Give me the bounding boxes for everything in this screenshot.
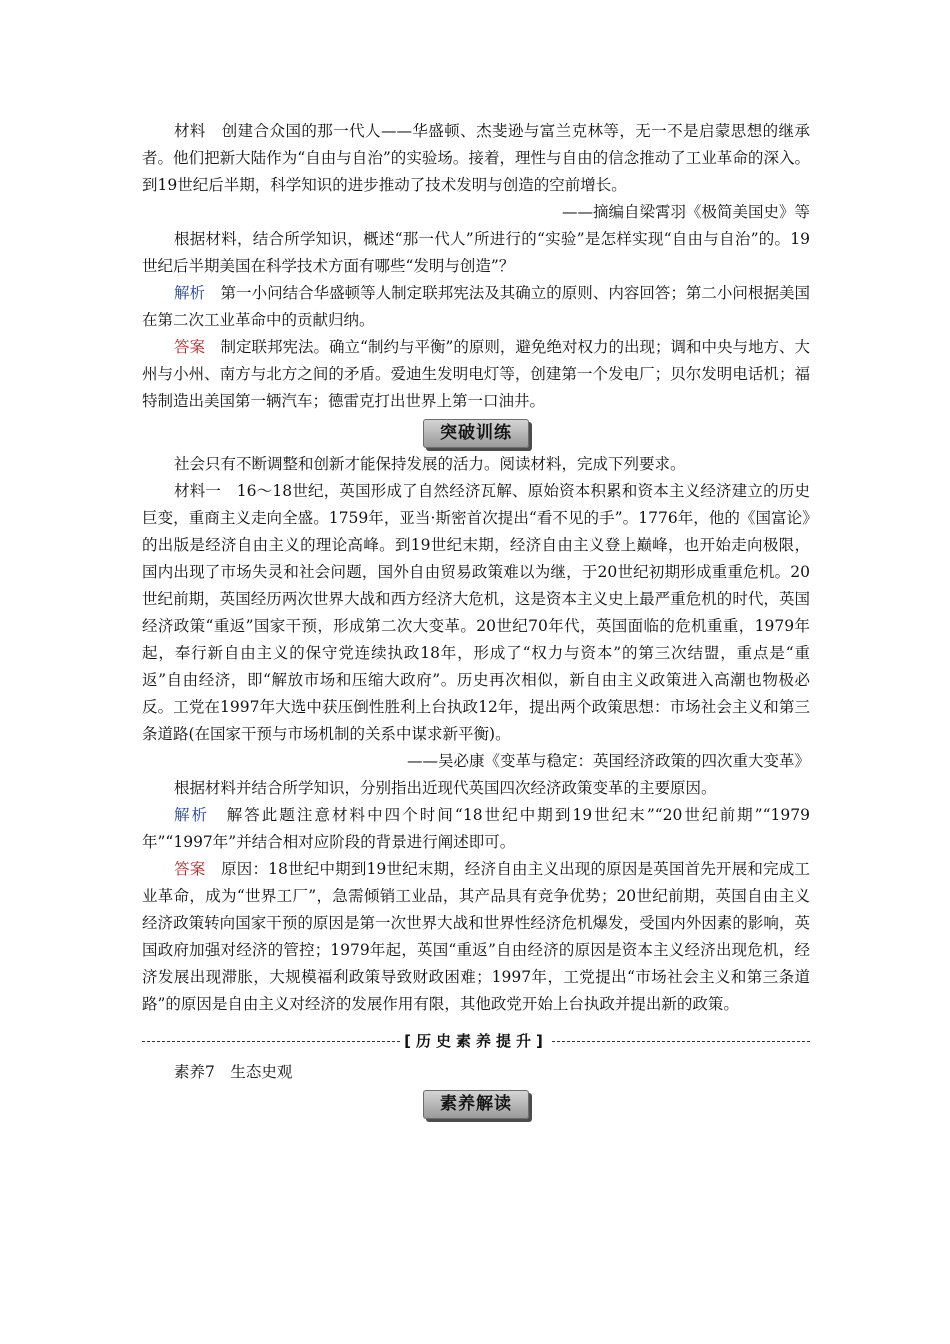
answer-tag: 答案 xyxy=(174,338,206,356)
answer2-paragraph xyxy=(142,856,810,1018)
section-title: [历史素养提升] xyxy=(404,1032,548,1050)
material1-paragraph xyxy=(142,478,810,748)
document-page xyxy=(142,118,810,1122)
answer-text: 制定联邦宪法。确立“制约与平衡”的原则，避免绝对权力的出现；调和中央与地方、大州与小州、南方与北方之间的矛盾。爱迪生发明电灯等，创建第一个发电厂；贝尔发明电话机；福特制造出美国第一辆汽车；德雷克打出世界上第一口油井。 xyxy=(142,338,810,410)
literacy-heading: 素养7 生态史观 xyxy=(174,1063,293,1081)
analysis-tag: 解析 xyxy=(174,284,206,302)
material1-text: 16～18世纪，英国形成了自然经济瓦解、原始资本积累和资本主义经济建立的历史巨变，重商主义走向全盛。1759年，亚当·斯密首次提出“看不见的手”。1776年，他的《国富论》的出版是经济自由主义的理论高峰。到19世纪末期，经济自由主义登上巅峰，也开始走向极限，国内出现了市场失灵和社会问题，国外自由贸易政策难以为继，于20世纪初期形成重重危机。20世纪前期，英国经历两次世界大战和西方经济大危机，这是资本主义史上最严重危机的时代，英国经济政策“重返”国家干预，形成第二次大变革。20世纪70年代，英国面临的危机重重，1979年起，奉行新自由主义的保守党连续执政18年，形成了“权力与资本”的第三次结盟，重点是“重返”自由经济，即“解放市场和压缩大政府”。历史再次相似，新自由主义政策进入高潮也物极必反。工党在1997年大选中获压倒性胜利上台执政12年，提出两个政策思想：市场社会主义和第三条道路(在国家干预与市场机制的关系中谋求新平衡)。 xyxy=(142,482,810,743)
question2-paragraph: 根据材料并结合所学知识，分别指出近现代英国四次经济政策变革的主要原因。 xyxy=(174,779,717,797)
analysis-text: 第一小问结合华盛顿等人制定联邦宪法及其确立的原则、内容回答；第二小问根据美国在第二次工业革命中的贡献归纳。 xyxy=(142,284,810,329)
divider-line-right xyxy=(552,1041,810,1042)
answer2-tag: 答案 xyxy=(174,860,206,878)
answer-paragraph xyxy=(142,334,810,415)
material-tag: 材料 xyxy=(174,122,206,140)
material1-source: ——吴必康《变革与稳定：英国经济政策的四次重大变革》 xyxy=(406,752,810,770)
answer2-text: 原因：18世纪中期到19世纪末期，经济自由主义出现的原因是英国首先开展和完成工业革命，成为“世界工厂”，急需倾销工业品，其产品具有竞争优势；20世纪前期，英国自由主义经济政策转向国家干预的原因是第一次世界大战和世界性经济危机爆发，受国内外因素的影响，英国政府加强对经济的管控；1979年起，英国“重返”自由经济的原因是资本主义经济出现危机，经济发展出现滞胀，大规模福利政策导致财政困难；1997年，工党提出“市场社会主义和第三条道路”的原因是自由主义对经济的发展作用有限，其他政党开始上台执政并提出新的政策。 xyxy=(142,860,810,1013)
analysis2-paragraph xyxy=(142,802,810,856)
section-divider xyxy=(142,1028,810,1055)
banner-label: 突破训练 xyxy=(423,419,529,448)
intro-paragraph: 社会只有不断调整和创新才能保持发展的活力。阅读材料，完成下列要求。 xyxy=(174,455,686,473)
material1-tag: 材料一 xyxy=(174,482,222,500)
question-paragraph: 根据材料，结合所学知识，概述“那一代人”所进行的“实验”是怎样实现“自由与自治”的。19世纪后半期美国在科学技术方面有哪些“发明与创造”？ xyxy=(142,230,810,275)
analysis2-text: 解答此题注意材料中四个时间“18世纪中期到19世纪末”“20世纪前期”“1979年”“1997年”并结合相对应阶段的背景进行阐述即可。 xyxy=(142,806,810,851)
material-text: 创建合众国的那一代人——华盛顿、杰斐逊与富兰克林等，无一不是启蒙思想的继承者。他们把新大陆作为“自由与自治”的实验场。接着，理性与自由的信念推动了工业革命的深入。到19世纪后半期，科学知识的进步推动了技术发明与创造的空前增长。 xyxy=(142,122,810,194)
material-source: ——摘编自梁霄羽《极简美国史》等 xyxy=(561,203,810,221)
material-paragraph xyxy=(142,118,810,199)
banner-label: 素养解读 xyxy=(423,1090,529,1119)
analysis2-tag: 解析 xyxy=(174,806,210,824)
literacy-interpretation-banner xyxy=(142,1090,810,1119)
breakthrough-training-banner xyxy=(142,419,810,448)
analysis-paragraph xyxy=(142,280,810,334)
divider-line-left xyxy=(142,1041,400,1042)
